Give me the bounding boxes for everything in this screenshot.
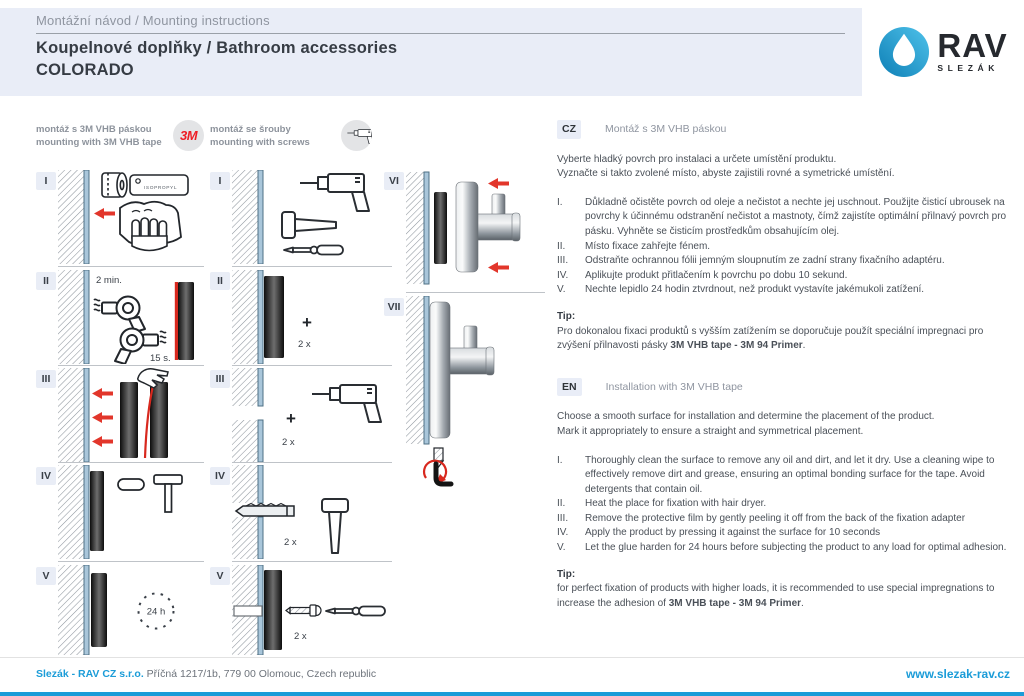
cz-section: [557, 120, 1012, 354]
method-tape-label-en: mounting with 3M VHB tape: [36, 136, 162, 148]
step-number: III: [36, 370, 56, 388]
air-flow-icon: [160, 331, 166, 342]
cz-language-badge: CZ: [557, 120, 581, 139]
list-item: II. Místo fixace zahřejte fénem.: [557, 240, 711, 252]
list-item: I. Důkladně očistěte povrch od oleje a nečistot a nechte jej uschnout. Použijte čisticí ubrousek na povrchy k účinnému odstranění nečistot a mastnoty, čímž zajistíte optimální přilnavý povrch pro pásku. Vyhněte se čisticím prostředkům obsahujícím olej.: [557, 196, 1007, 237]
step-number: II: [36, 272, 56, 290]
logo-sub-text: SLEZÁK: [937, 63, 999, 73]
cz-tip: Tip: Pro dokonalou fixaci produktů s vyšším zatížením se doporučuje použít speciální impregnaci pro zvýšení přilnavosti pásky 3M VHB tape - 3M 94 Primer.: [557, 310, 984, 352]
step-tape-4: [36, 465, 204, 559]
en-language-badge: EN: [557, 378, 582, 397]
red-arrow-left-icon: [92, 388, 113, 399]
chrome-product: [430, 302, 494, 438]
plus-label: +: [302, 313, 312, 332]
red-arrow-left-icon: [92, 436, 113, 447]
en-step-list: [557, 454, 1012, 556]
3m-logo-badge: [173, 120, 204, 151]
cure-time-label: 24 h: [146, 606, 166, 618]
screwdriver-icon: [284, 246, 343, 255]
fixation-adapter: [264, 570, 282, 650]
wiping-hand-icon: [120, 202, 181, 251]
isopropyl-tag-icon: [130, 175, 188, 195]
step-number: VI: [384, 172, 404, 190]
step-number: IV: [36, 467, 56, 485]
step-number: VII: [384, 298, 404, 316]
step-diagram-position-adapter: [232, 270, 392, 364]
protective-film: [175, 282, 178, 360]
step-diagram-peel-film: [58, 368, 204, 462]
drill-icon: [300, 174, 369, 211]
brand-logo: [862, 8, 1024, 96]
wall-dowel-icon: [236, 504, 294, 517]
step-screws-1: [210, 170, 392, 264]
step-number: I: [36, 172, 56, 190]
step-diagram-cure: [58, 565, 204, 655]
chrome-product: [456, 182, 520, 272]
red-arrow-left-icon: [94, 208, 115, 219]
step-screws-5: [210, 565, 392, 655]
red-arrow-left-icon: [488, 178, 509, 189]
cure-clock-icon: [139, 594, 174, 629]
list-item: V. Let the glue harden for 24 hours before subjecting the product to any load for optimal adhesion.: [557, 542, 1007, 554]
plus-label: +: [286, 409, 296, 428]
document-type-label: Montážní návod / Mounting instructions: [36, 13, 845, 34]
step-number: I: [210, 172, 230, 190]
step-diagram-tools: [232, 170, 392, 264]
company-name: Slezák - RAV CZ s.r.o.: [36, 668, 144, 680]
drill-icon: [341, 120, 372, 151]
fixation-adapter: [150, 382, 168, 458]
list-item: III. Odstraňte ochrannou fólii jemným sloupnutím ze zadní strany fixačního adaptéru.: [557, 255, 945, 267]
footer: [0, 657, 1024, 692]
step-diagram-apply-product: [58, 465, 204, 559]
red-arrow-left-icon: [92, 412, 113, 423]
instructions-text-panel: [557, 120, 1012, 611]
step-tape-1: [36, 170, 204, 264]
step-tape-3: [36, 368, 204, 462]
water-drop-icon: [878, 26, 930, 78]
step-number: IV: [210, 467, 230, 485]
product-parts-icon: [118, 475, 182, 512]
step-diagram-screw-adapter: [232, 565, 392, 655]
hair-dryer-icon: [102, 297, 145, 333]
drill-badge: [341, 120, 372, 151]
step-number: V: [210, 567, 230, 585]
step-final-7: [384, 296, 553, 488]
3m-logo-text: 3M: [179, 128, 198, 143]
step-diagram-insert-dowel: [232, 465, 392, 559]
page-title: Koupelnové doplňky / Bathroom accessories: [36, 39, 398, 57]
method-header-screws: [210, 120, 372, 160]
method-tape-label-cz: montáž s 3M VHB páskou: [36, 124, 152, 135]
list-item: II. Heat the place for fixation with hair dryer.: [557, 498, 767, 510]
list-item: I. Thoroughly clean the surface to remove any oil and dirt, and let it dry. Use a cleaning wipe to effectively remove dirt and grease, ensuring an optimal bonding surface for the tape. Avoid detergents that contain oil.: [557, 454, 995, 495]
step-diagram-clean-surface: [58, 170, 204, 264]
step-number: II: [210, 272, 230, 290]
wipe-roll-icon: [102, 173, 127, 197]
fixation-adapter: [90, 471, 104, 551]
cz-section-heading: Montáž s 3M VHB páskou: [605, 123, 727, 135]
drill-icon: [312, 385, 381, 422]
air-flow-icon: [94, 299, 100, 310]
fixation-adapter: [434, 192, 447, 264]
hammer-icon: [322, 499, 348, 553]
list-item: IV. Apply the product by pressing it against the surface for 10 seconds: [557, 527, 881, 539]
en-section-heading: Installation with 3M VHB tape: [605, 380, 743, 393]
header: [0, 8, 1024, 96]
quantity-label: 2 x: [294, 631, 307, 642]
list-item: IV. Aplikujte produkt přitlačením k povrchu po dobu 10 sekund.: [557, 269, 848, 281]
page-subtitle: COLORADO: [36, 61, 134, 79]
bottom-accent-bar: [0, 692, 1024, 696]
en-tip: Tip: for perfect fixation of products with higher loads, it is recommended to use special impregnations to increase the adhesion of 3M VHB tape - 3M 94 Primer.: [557, 568, 995, 609]
press-time-label: 15 s.: [150, 353, 171, 364]
en-intro-line: Choose a smooth surface for installation and determine the placement of the product.: [557, 411, 935, 423]
method-screws-label-cz: montáž se šrouby: [210, 124, 291, 135]
company-address: [36, 668, 376, 680]
cz-intro-line: Vyznačte si takto zvolené místo, abyste zajistili rovné a symetrické umístění.: [557, 168, 895, 180]
website-link[interactable]: www.slezak-rav.cz: [905, 667, 1010, 681]
step-diagram-heat: [58, 270, 204, 364]
method-screws-label-en: mounting with screws: [210, 136, 310, 148]
step-tape-5: [36, 565, 204, 655]
en-section: [557, 378, 1012, 612]
step-tape-2: [36, 270, 204, 364]
company-address-text: Příčná 1217/1b, 779 00 Olomouc, Czech republic: [143, 668, 377, 680]
fixation-adapter: [120, 382, 138, 458]
red-arrow-left-icon: [488, 262, 509, 273]
step-screws-3: [210, 368, 392, 462]
step-number: III: [210, 370, 230, 388]
cz-intro-line: Vyberte hladký povrch pro instalaci a určete umístění produktu.: [557, 153, 837, 165]
isopropyl-label: ISOPROPYL: [144, 186, 178, 191]
method-header-tape: [36, 120, 204, 160]
list-item: III. Remove the protective film by gently peeling it off from the back of the fixation adapter: [557, 512, 966, 524]
step-screws-4: [210, 465, 392, 559]
wall-hatch: [58, 170, 84, 264]
heat-time-label: 2 min.: [96, 275, 122, 286]
step-screws-2: [210, 270, 392, 364]
en-intro-line: Mark it appropriately to ensure a straight and symmetrical placement.: [557, 425, 864, 437]
fixation-adapter: [178, 282, 194, 360]
screw-icon: [286, 605, 321, 616]
wall-dowel-icon: [234, 606, 262, 616]
quantity-label: 2 x: [284, 537, 297, 548]
hammer-icon: [282, 212, 336, 238]
step-diagram-drill-hole: [232, 368, 392, 462]
step-diagram-mount-product: [406, 170, 551, 288]
screwdriver-icon: [326, 607, 385, 616]
step-number: V: [36, 567, 56, 585]
fixation-adapter: [91, 573, 107, 647]
quantity-label: 2 x: [282, 437, 295, 448]
step-final-6: [384, 170, 553, 288]
step-diagram-secure-product: [406, 296, 551, 488]
list-item: V. Nechte lepidlo 24 hodin ztvrdnout, než produkt vystavíte jakémukoli zatížení.: [557, 284, 925, 296]
logo-brand-text: RAV: [937, 27, 1008, 64]
fixation-adapter: [264, 276, 284, 358]
quantity-label: 2 x: [298, 339, 311, 350]
cz-step-list: [557, 196, 1012, 298]
